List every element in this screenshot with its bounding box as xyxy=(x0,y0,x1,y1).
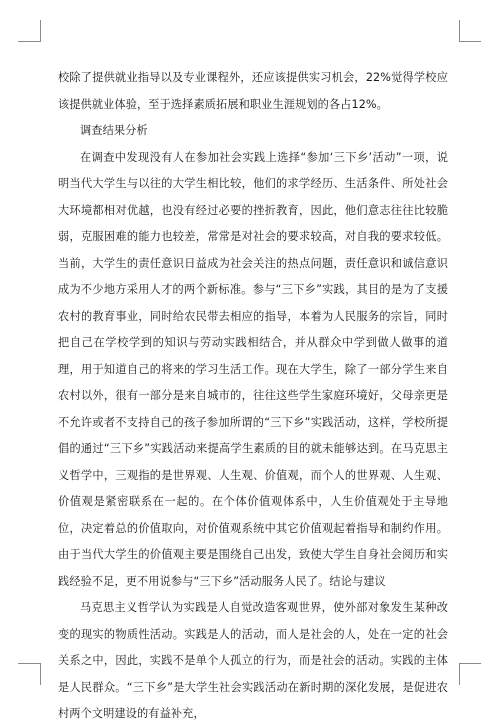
paragraph-marxist-practice: 马克思主义哲学认为实践是人自觉改造客观世界，使外部对象发生某种改变的现实的物质性活动。实践是人的活动，而人是社会的人，处在一定的社会关系之中，因此，实践不是单个人孤立的行为，而是社会的活动。实践的主体是人民群众。“三下乡”是大学生社会实践活动在新时期的深化发展，是促进农村两个文明建设的有益补充， xyxy=(58,601,448,720)
paragraph-survey-analysis: 在调查中发现没有人在参加社会实践上选择“参加‘三下乡’活动”一项，说明当代大学生与以往的大学生相比较，他们的求学经历、生活条件、所处社会大环境都相对优越，也没有经过必要的挫折教育，因此，他们意志往往比较脆弱，克服困难的能力也较差，常常是对社会的要求较高，对自我的要求较低。当前，大学生的责任意识日益成为社会关注的热点问题，责任意识和诚信意识成为不少地方采用人才的两个新标准。参与“三下乡”实践，其目的是为了支援农村的教育事业，同时给农民带去相应的指导，本着为人民服务的宗旨，同时把自己在学校学到的知识与劳动实践相结合，并从群众中学到做人做事的道理，用于知道自己的将来的学习生活工作。现在大学生，除了一部分学生来自农村以外，很有一部分是来自城市的，往往这些学生家庭环境好，父母亲更是不允许或者不支持自己的孩子参加所谓的“三下乡”实践活动，这样，学校所提倡的通过“三下乡”实践活动来提高学生素质的目的就未能够达到。在马克思主义哲学中，三观指的是世界观、人生观、价值观，而个人的世界观、人生观、价值观是紧密联系在一起的。在个体价值观体系中，人生价值观处于主导地位，决定着总的价值取向，对价值观系统中其它价值观起着指导和制约作用。由于当代大学生的价值观主要是围绕自己出发，致使大学生自身社会阅历和实践经验不足，更不用说参与“三下乡”活动服务人民了。结论与建议 xyxy=(58,150,448,588)
paragraph-employment-stats: 校除了提供就业指导以及专业课程外，还应该提供实习机会，22%觉得学校应该提供就业体验，至于选择素质拓展和职业生涯规划的各占12%。 xyxy=(58,71,448,111)
crop-mark-bottom-right-v xyxy=(459,663,460,685)
crop-mark-top-left-v xyxy=(40,20,41,42)
crop-mark-top-right-h xyxy=(459,41,481,42)
section-heading-survey-analysis: 调查结果分析 xyxy=(80,124,148,137)
crop-mark-bottom-left-v xyxy=(40,663,41,685)
body-text xyxy=(58,65,448,728)
crop-mark-bottom-right-h xyxy=(459,663,481,664)
crop-mark-top-right-v xyxy=(459,20,460,42)
crop-mark-top-left-h xyxy=(18,41,40,42)
crop-mark-bottom-left-h xyxy=(18,663,40,664)
